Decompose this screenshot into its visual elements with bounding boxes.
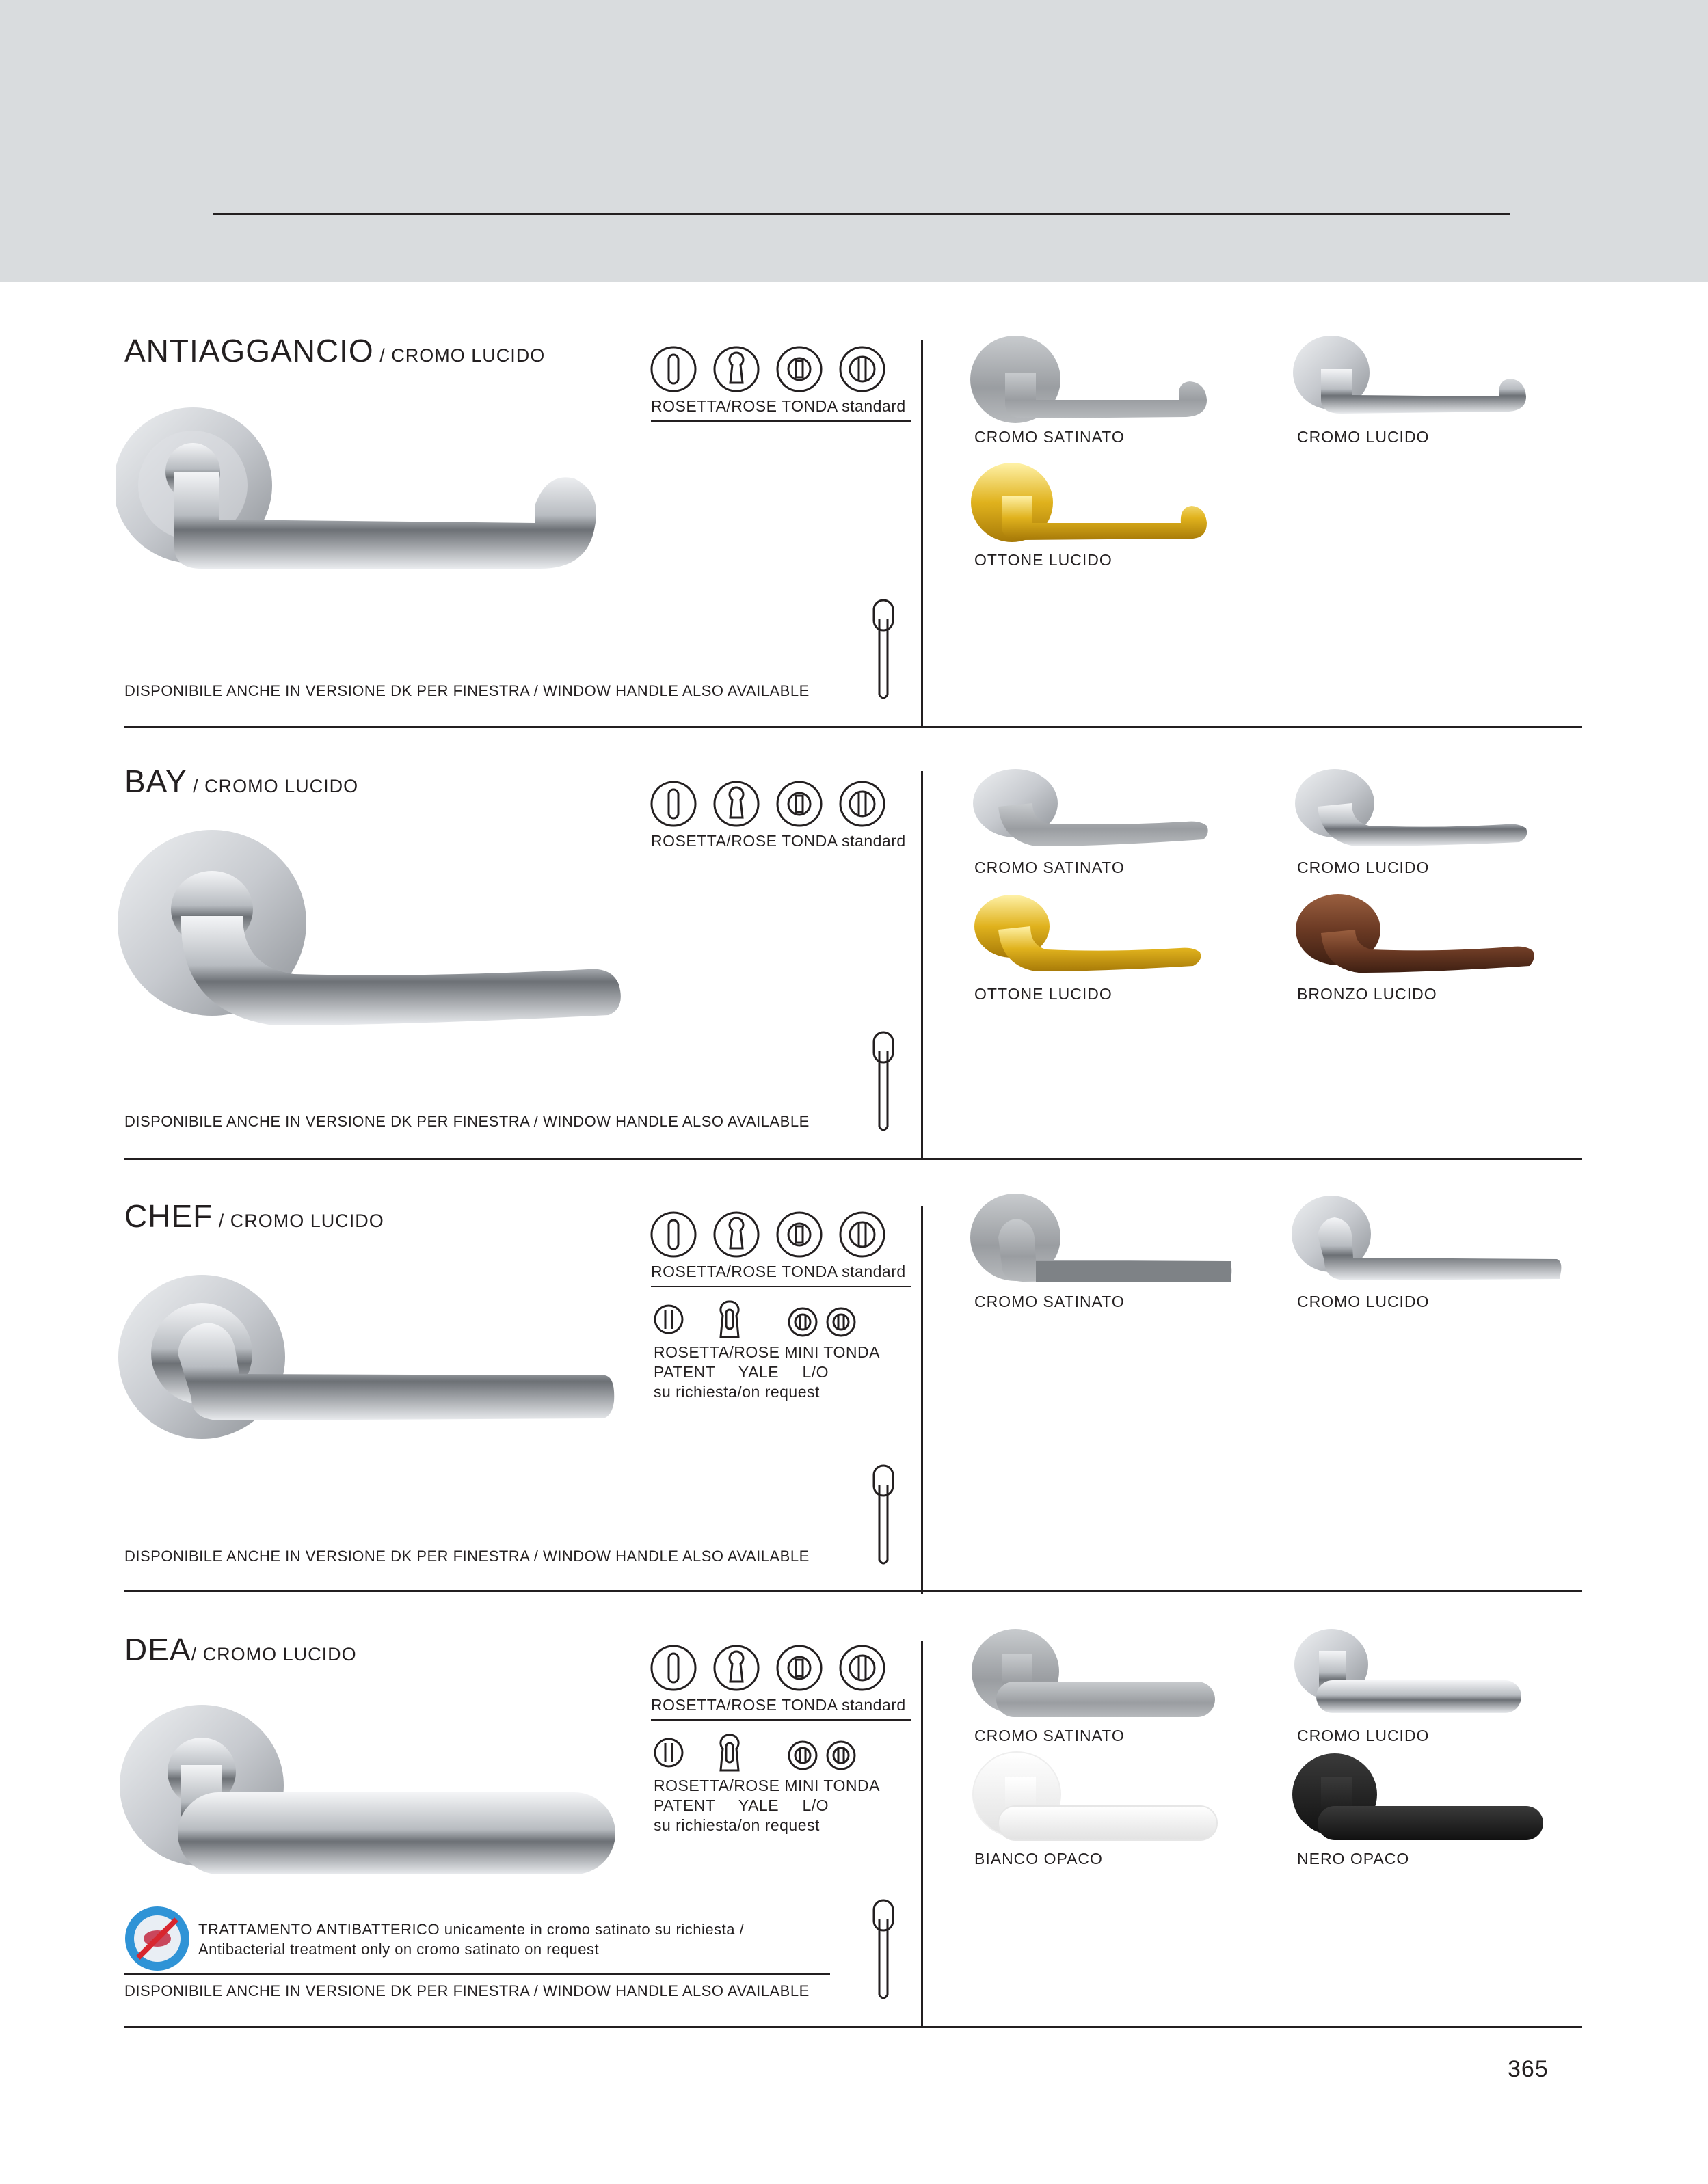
product-name: CHEF	[124, 1198, 213, 1234]
variant-label: CROMO LUCIDO	[1297, 1727, 1430, 1744]
variant-image	[1290, 335, 1536, 424]
title-separator: /	[187, 776, 205, 796]
dk-window-note: DISPONIBILE ANCHE IN VERSIONE DK PER FINESTRA / WINDOW HANDLE ALSO AVAILABLE	[124, 1548, 810, 1565]
title-separator: /	[213, 1211, 230, 1231]
mini-wc-icon	[789, 1742, 816, 1769]
variant-card	[1290, 1750, 1577, 1868]
variant-image	[968, 1193, 1241, 1289]
rose-lock-icon	[838, 1209, 886, 1260]
rose-rule	[651, 1719, 911, 1721]
variant-card	[968, 1193, 1255, 1311]
variant-label: CROMO LUCIDO	[1297, 1293, 1430, 1310]
window-handle-icon	[870, 1031, 897, 1135]
dk-window-note: DISPONIBILE ANCHE IN VERSIONE DK PER FINESTRA / WINDOW HANDLE ALSO AVAILABLE	[124, 1982, 810, 1999]
vertical-divider	[921, 771, 923, 1159]
rose-yale-icon	[712, 343, 760, 395]
product-title	[124, 763, 358, 800]
mini-lo-icon	[827, 1742, 855, 1769]
variant-label: BRONZO LUCIDO	[1297, 985, 1437, 1003]
product-name: BAY	[124, 764, 187, 799]
variant-image	[968, 458, 1214, 547]
main-handle-image	[116, 390, 609, 588]
variant-image	[968, 892, 1214, 981]
mini-yale-icon	[721, 1735, 738, 1770]
rose-caption: ROSETTA/ROSE TONDA standard	[651, 1696, 906, 1714]
header-rule	[213, 213, 1510, 215]
variant-image	[1290, 1193, 1564, 1289]
rose-caption: ROSETTA/ROSE TONDA standard	[651, 397, 906, 415]
variant-card	[1290, 766, 1577, 877]
variant-card	[968, 458, 1255, 569]
rose-caption: ROSETTA/ROSE TONDA standard	[651, 832, 906, 850]
variant-image	[968, 335, 1214, 424]
rose-lock-icon	[838, 1642, 886, 1694]
rose-plain-icon	[650, 1209, 697, 1260]
product-title	[124, 332, 545, 369]
variant-card	[1290, 335, 1577, 446]
rose-caption: ROSETTA/ROSE TONDA standard	[651, 1263, 906, 1280]
mini-rose-icon-set	[651, 1731, 870, 1775]
mini-rose-caption: ROSETTA/ROSE MINI TONDA PATENT YALE L/O su richiesta/on request	[654, 1777, 880, 1834]
variant-image	[1290, 1750, 1550, 1846]
variant-card	[1290, 1627, 1577, 1745]
variant-image	[1290, 766, 1536, 854]
rose-plain-icon	[650, 778, 697, 830]
variant-card	[1290, 1193, 1577, 1311]
vertical-divider	[921, 1641, 923, 2027]
rose-icon-set	[650, 778, 886, 830]
variant-image	[968, 1750, 1227, 1846]
variant-image	[1290, 892, 1536, 981]
product-title	[124, 1631, 357, 1668]
variant-card	[968, 1750, 1255, 1868]
variant-label: CROMO SATINATO	[974, 859, 1125, 876]
page-number: 365	[1508, 2056, 1549, 2082]
rose-rule	[651, 420, 911, 422]
rose-icon-set	[650, 1209, 886, 1260]
section-divider	[124, 1590, 1582, 1592]
main-handle-image	[116, 1690, 622, 1895]
rose-rule	[651, 1286, 911, 1287]
variant-label: CROMO LUCIDO	[1297, 428, 1430, 446]
variant-label: BIANCO OPACO	[974, 1850, 1103, 1868]
rose-yale-icon	[712, 1209, 760, 1260]
vertical-divider	[921, 1206, 923, 1594]
rose-icon-set	[650, 343, 886, 395]
variant-label: NERO OPACO	[1297, 1850, 1410, 1868]
variant-label: CROMO SATINATO	[974, 1727, 1125, 1744]
section-divider	[124, 726, 1582, 728]
rose-yale-icon	[712, 1642, 760, 1694]
rose-wc-icon	[775, 1642, 823, 1694]
variant-label: CROMO LUCIDO	[1297, 859, 1430, 876]
product-finish: CROMO LUCIDO	[391, 345, 546, 366]
variant-card	[1290, 892, 1577, 1003]
variant-card	[968, 892, 1255, 1003]
product-finish: CROMO LUCIDO	[204, 776, 359, 796]
dk-window-note: DISPONIBILE ANCHE IN VERSIONE DK PER FINESTRA / WINDOW HANDLE ALSO AVAILABLE	[124, 1113, 810, 1130]
variant-image	[968, 766, 1214, 854]
antibacterial-icon	[123, 1904, 191, 1973]
header-band	[0, 0, 1708, 282]
antibacterial-note: TRATTAMENTO ANTIBATTERICO unicamente in cromo satinato su richiesta / Antibacterial treatment only on cromo satinato on request	[198, 1921, 745, 1958]
variant-card	[968, 766, 1255, 877]
rose-wc-icon	[775, 343, 823, 395]
mini-yale-icon	[721, 1302, 738, 1337]
title-separator: /	[373, 345, 392, 366]
mini-wc-icon	[789, 1308, 816, 1336]
mini-rose-caption: ROSETTA/ROSE MINI TONDA PATENT YALE L/O su richiesta/on request	[654, 1343, 880, 1401]
variant-label: OTTONE LUCIDO	[974, 551, 1112, 569]
variant-image	[968, 1627, 1227, 1723]
rose-lock-icon	[838, 343, 886, 395]
variant-label: OTTONE LUCIDO	[974, 985, 1112, 1003]
rose-wc-icon	[775, 778, 823, 830]
window-handle-icon	[870, 1899, 897, 2003]
product-title	[124, 1198, 384, 1235]
variant-image	[1290, 1627, 1550, 1723]
section-divider	[124, 1158, 1582, 1160]
rose-wc-icon	[775, 1209, 823, 1260]
rose-plain-icon	[650, 343, 697, 395]
vertical-divider	[921, 340, 923, 727]
section-divider	[124, 2026, 1582, 2028]
product-finish: CROMO LUCIDO	[230, 1211, 384, 1231]
dk-window-note: DISPONIBILE ANCHE IN VERSIONE DK PER FINESTRA / WINDOW HANDLE ALSO AVAILABLE	[124, 682, 810, 699]
mini-lo-icon	[827, 1308, 855, 1336]
mini-patent-icon	[655, 1739, 682, 1766]
main-handle-image	[116, 1258, 622, 1463]
product-finish: CROMO LUCIDO	[202, 1644, 357, 1664]
rose-icon-set	[650, 1642, 886, 1694]
variant-label: CROMO SATINATO	[974, 428, 1125, 446]
main-handle-image	[116, 820, 636, 1039]
rose-lock-icon	[838, 778, 886, 830]
variant-card	[968, 335, 1255, 446]
window-handle-icon	[870, 599, 897, 703]
title-separator: /	[191, 1644, 203, 1664]
antibacterial-rule	[124, 1973, 830, 1975]
product-name: ANTIAGGANCIO	[124, 333, 374, 368]
window-handle-icon	[870, 1464, 897, 1568]
rose-plain-icon	[650, 1642, 697, 1694]
product-name: DEA	[124, 1632, 191, 1667]
mini-rose-icon-set	[651, 1297, 870, 1341]
mini-patent-icon	[655, 1306, 682, 1333]
variant-card	[968, 1627, 1255, 1745]
rose-yale-icon	[712, 778, 760, 830]
variant-label: CROMO SATINATO	[974, 1293, 1125, 1310]
